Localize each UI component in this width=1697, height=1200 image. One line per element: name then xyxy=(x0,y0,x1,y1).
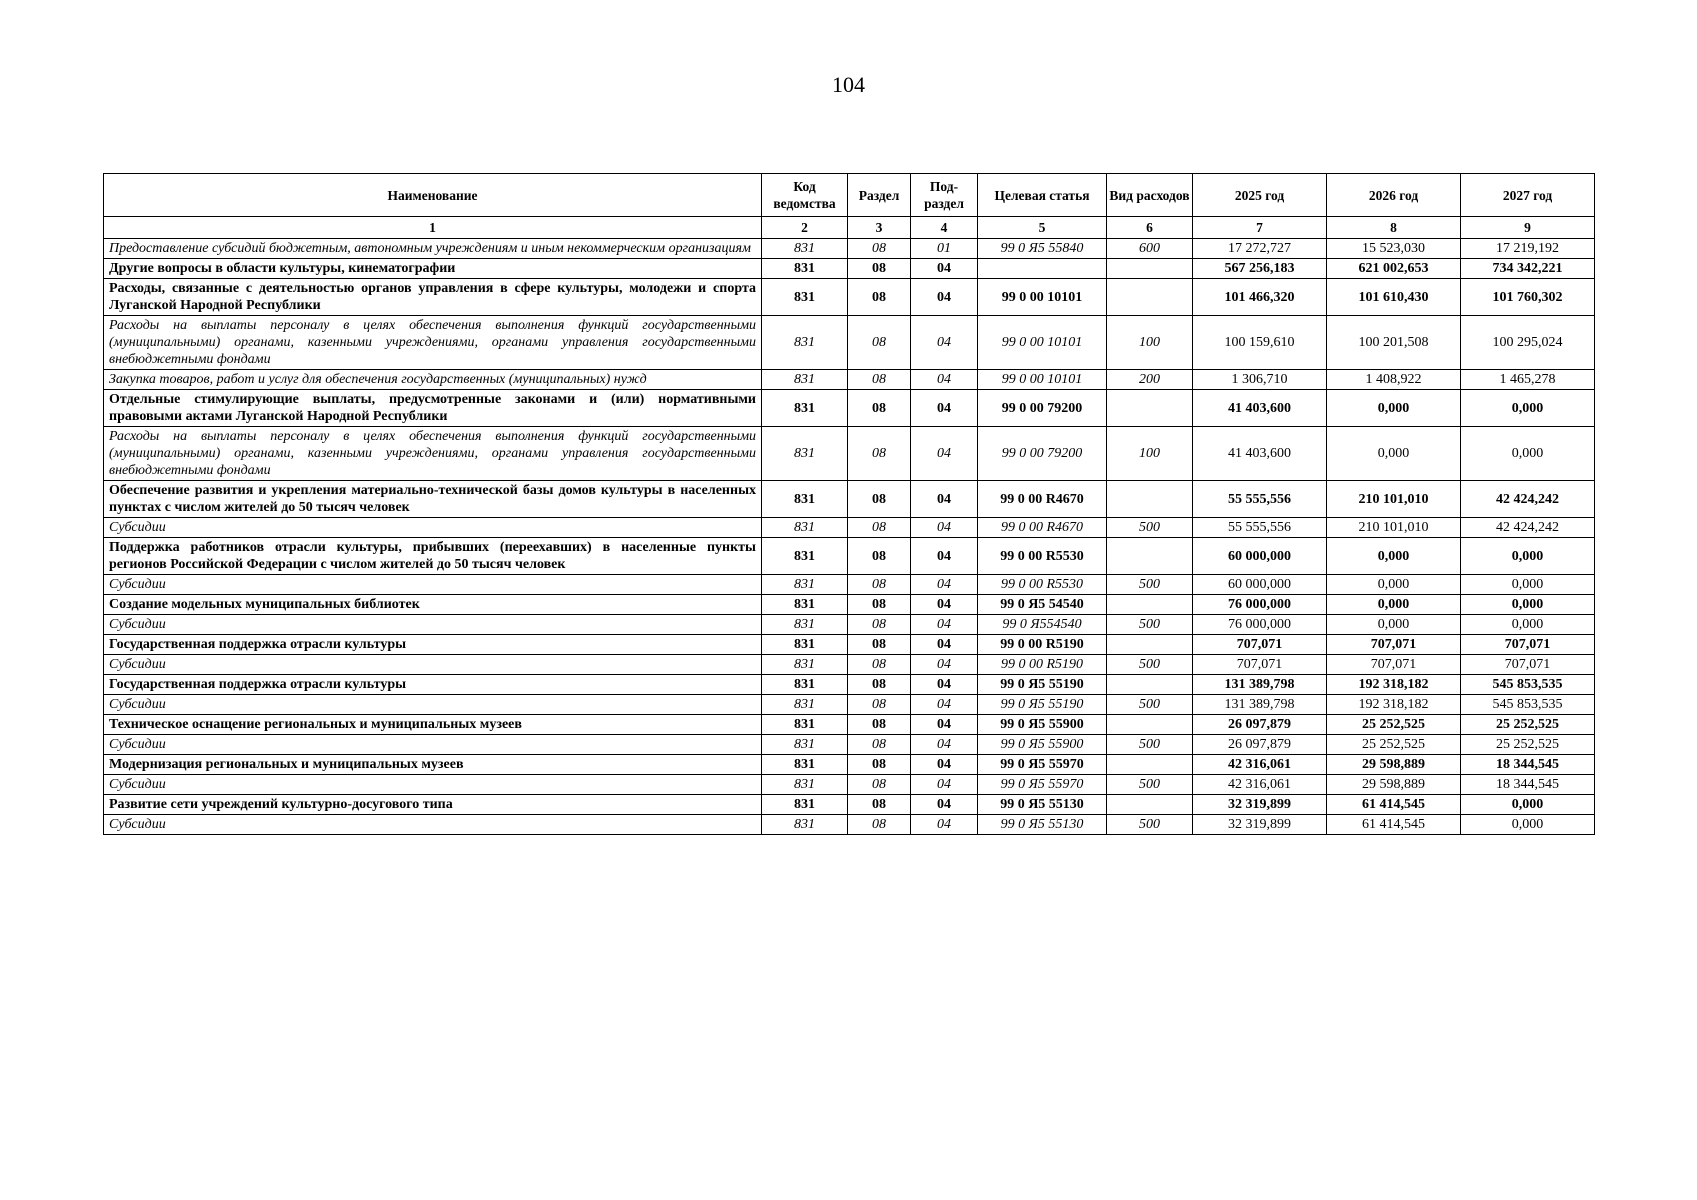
cell-podrazdel: 04 xyxy=(911,538,978,575)
cell-name: Другие вопросы в области культуры, кинематографии xyxy=(104,259,762,279)
table-row xyxy=(104,518,1595,538)
cell-name: Расходы на выплаты персоналу в целях обеспечения выполнения функций государственными (муниципальными) органами, казенными учреждениями, органами управления государственными внебюджетными фондами xyxy=(104,316,762,370)
cell-razdel: 08 xyxy=(848,518,911,538)
cell-name: Государственная поддержка отрасли культуры xyxy=(104,675,762,695)
cell-y2025: 55 555,556 xyxy=(1193,481,1327,518)
cell-statya: 99 0 00 10101 xyxy=(978,279,1107,316)
header-name: Наименование xyxy=(104,174,762,217)
cell-vid: 500 xyxy=(1107,615,1193,635)
cell-razdel: 08 xyxy=(848,695,911,715)
cell-name: Субсидии xyxy=(104,518,762,538)
cell-vid xyxy=(1107,259,1193,279)
cell-y2027: 101 760,302 xyxy=(1461,279,1595,316)
cell-statya: 99 0 00 79200 xyxy=(978,390,1107,427)
cell-vid xyxy=(1107,279,1193,316)
cell-y2025: 26 097,879 xyxy=(1193,735,1327,755)
cell-name: Субсидии xyxy=(104,655,762,675)
cell-razdel: 08 xyxy=(848,259,911,279)
cell-statya: 99 0 00 R5530 xyxy=(978,538,1107,575)
cell-ved: 831 xyxy=(762,635,848,655)
cell-razdel: 08 xyxy=(848,427,911,481)
cell-podrazdel: 04 xyxy=(911,755,978,775)
cell-y2025: 60 000,000 xyxy=(1193,538,1327,575)
cell-name: Субсидии xyxy=(104,815,762,835)
cell-y2025: 55 555,556 xyxy=(1193,518,1327,538)
cell-y2026: 61 414,545 xyxy=(1327,815,1461,835)
column-number: 5 xyxy=(978,217,1107,239)
cell-ved: 831 xyxy=(762,775,848,795)
header-statya: Целевая статья xyxy=(978,174,1107,217)
cell-razdel: 08 xyxy=(848,775,911,795)
cell-razdel: 08 xyxy=(848,481,911,518)
cell-vid: 500 xyxy=(1107,735,1193,755)
cell-y2025: 131 389,798 xyxy=(1193,675,1327,695)
table-row xyxy=(104,695,1595,715)
header-2026: 2026 год xyxy=(1327,174,1461,217)
cell-y2026: 0,000 xyxy=(1327,427,1461,481)
cell-name: Создание модельных муниципальных библиотек xyxy=(104,595,762,615)
cell-ved: 831 xyxy=(762,239,848,259)
cell-statya xyxy=(978,259,1107,279)
cell-y2027: 0,000 xyxy=(1461,795,1595,815)
cell-y2027: 1 465,278 xyxy=(1461,370,1595,390)
table-row xyxy=(104,595,1595,615)
table-row xyxy=(104,635,1595,655)
cell-y2026: 210 101,010 xyxy=(1327,481,1461,518)
cell-vid xyxy=(1107,675,1193,695)
cell-vid xyxy=(1107,595,1193,615)
cell-ved: 831 xyxy=(762,595,848,615)
column-number: 3 xyxy=(848,217,911,239)
cell-podrazdel: 04 xyxy=(911,715,978,735)
cell-y2027: 18 344,545 xyxy=(1461,775,1595,795)
cell-podrazdel: 04 xyxy=(911,735,978,755)
cell-y2026: 707,071 xyxy=(1327,635,1461,655)
header-ved: Код ведомства xyxy=(762,174,848,217)
cell-y2026: 15 523,030 xyxy=(1327,239,1461,259)
cell-statya: 99 0 Я5 55840 xyxy=(978,239,1107,259)
cell-ved: 831 xyxy=(762,695,848,715)
cell-ved: 831 xyxy=(762,615,848,635)
cell-ved: 831 xyxy=(762,259,848,279)
cell-y2026: 29 598,889 xyxy=(1327,755,1461,775)
cell-statya: 99 0 00 10101 xyxy=(978,370,1107,390)
cell-vid: 500 xyxy=(1107,695,1193,715)
cell-podrazdel: 04 xyxy=(911,635,978,655)
cell-podrazdel: 04 xyxy=(911,481,978,518)
table-row xyxy=(104,755,1595,775)
cell-vid: 500 xyxy=(1107,775,1193,795)
page-number: 104 xyxy=(832,72,865,97)
cell-y2025: 32 319,899 xyxy=(1193,815,1327,835)
cell-ved: 831 xyxy=(762,538,848,575)
cell-vid xyxy=(1107,715,1193,735)
header-2027: 2027 год xyxy=(1461,174,1595,217)
cell-vid xyxy=(1107,538,1193,575)
cell-statya: 99 0 Я554540 xyxy=(978,615,1107,635)
column-number: 7 xyxy=(1193,217,1327,239)
cell-statya: 99 0 00 R5190 xyxy=(978,655,1107,675)
cell-vid: 200 xyxy=(1107,370,1193,390)
cell-name: Субсидии xyxy=(104,575,762,595)
cell-y2026: 29 598,889 xyxy=(1327,775,1461,795)
cell-name: Предоставление субсидий бюджетным, автономным учреждениям и иным некоммерческим организациям xyxy=(104,239,762,259)
cell-y2026: 0,000 xyxy=(1327,390,1461,427)
column-number-row xyxy=(104,217,1595,239)
cell-name: Закупка товаров, работ и услуг для обеспечения государственных (муниципальных) нужд xyxy=(104,370,762,390)
cell-y2025: 100 159,610 xyxy=(1193,316,1327,370)
table-header xyxy=(104,174,1595,239)
table-row xyxy=(104,316,1595,370)
table-row xyxy=(104,390,1595,427)
cell-razdel: 08 xyxy=(848,316,911,370)
cell-razdel: 08 xyxy=(848,715,911,735)
cell-y2027: 0,000 xyxy=(1461,575,1595,595)
header-vid: Вид расходов xyxy=(1107,174,1193,217)
table-row xyxy=(104,279,1595,316)
cell-y2025: 17 272,727 xyxy=(1193,239,1327,259)
table-row xyxy=(104,481,1595,518)
header-podrazdel: Под-раздел xyxy=(911,174,978,217)
cell-y2027: 0,000 xyxy=(1461,815,1595,835)
cell-y2026: 101 610,430 xyxy=(1327,279,1461,316)
cell-podrazdel: 04 xyxy=(911,695,978,715)
cell-vid: 600 xyxy=(1107,239,1193,259)
cell-y2027: 707,071 xyxy=(1461,655,1595,675)
cell-y2025: 131 389,798 xyxy=(1193,695,1327,715)
cell-name: Обеспечение развития и укрепления материально-технической базы домов культуры в населенных пунктах с числом жителей до 50 тысяч человек xyxy=(104,481,762,518)
cell-razdel: 08 xyxy=(848,795,911,815)
cell-razdel: 08 xyxy=(848,655,911,675)
cell-y2027: 18 344,545 xyxy=(1461,755,1595,775)
cell-name: Субсидии xyxy=(104,775,762,795)
cell-y2026: 707,071 xyxy=(1327,655,1461,675)
budget-table xyxy=(103,173,1595,835)
cell-statya: 99 0 00 R4670 xyxy=(978,518,1107,538)
cell-y2027: 0,000 xyxy=(1461,595,1595,615)
cell-y2026: 0,000 xyxy=(1327,575,1461,595)
cell-ved: 831 xyxy=(762,518,848,538)
table-row xyxy=(104,239,1595,259)
cell-name: Субсидии xyxy=(104,695,762,715)
cell-y2027: 707,071 xyxy=(1461,635,1595,655)
cell-y2025: 41 403,600 xyxy=(1193,427,1327,481)
cell-y2027: 17 219,192 xyxy=(1461,239,1595,259)
cell-name: Субсидии xyxy=(104,615,762,635)
column-number: 4 xyxy=(911,217,978,239)
cell-y2027: 0,000 xyxy=(1461,538,1595,575)
cell-ved: 831 xyxy=(762,481,848,518)
cell-y2026: 25 252,525 xyxy=(1327,715,1461,735)
table-row xyxy=(104,655,1595,675)
cell-name: Отдельные стимулирующие выплаты, предусмотренные законами и (или) нормативными правовыми актами Луганской Народной Республики xyxy=(104,390,762,427)
cell-name: Модернизация региональных и муниципальных музеев xyxy=(104,755,762,775)
cell-y2025: 42 316,061 xyxy=(1193,755,1327,775)
cell-ved: 831 xyxy=(762,390,848,427)
cell-y2026: 25 252,525 xyxy=(1327,735,1461,755)
cell-statya: 99 0 Я5 55900 xyxy=(978,715,1107,735)
cell-statya: 99 0 Я5 55190 xyxy=(978,675,1107,695)
cell-name: Расходы на выплаты персоналу в целях обеспечения выполнения функций государственными (муниципальными) органами, казенными учреждениями, органами управления государственными внебюджетными фондами xyxy=(104,427,762,481)
table-row xyxy=(104,615,1595,635)
cell-podrazdel: 04 xyxy=(911,370,978,390)
cell-y2026: 61 414,545 xyxy=(1327,795,1461,815)
column-number: 8 xyxy=(1327,217,1461,239)
cell-y2025: 707,071 xyxy=(1193,635,1327,655)
cell-podrazdel: 04 xyxy=(911,316,978,370)
cell-y2026: 1 408,922 xyxy=(1327,370,1461,390)
cell-razdel: 08 xyxy=(848,675,911,695)
cell-y2026: 621 002,653 xyxy=(1327,259,1461,279)
cell-y2027: 100 295,024 xyxy=(1461,316,1595,370)
cell-y2026: 0,000 xyxy=(1327,595,1461,615)
cell-ved: 831 xyxy=(762,755,848,775)
cell-razdel: 08 xyxy=(848,595,911,615)
cell-statya: 99 0 00 R5190 xyxy=(978,635,1107,655)
cell-razdel: 08 xyxy=(848,735,911,755)
header-row xyxy=(104,174,1595,217)
column-number: 2 xyxy=(762,217,848,239)
cell-podrazdel: 01 xyxy=(911,239,978,259)
cell-y2027: 42 424,242 xyxy=(1461,518,1595,538)
cell-vid xyxy=(1107,755,1193,775)
cell-ved: 831 xyxy=(762,370,848,390)
cell-razdel: 08 xyxy=(848,390,911,427)
cell-name: Поддержка работников отрасли культуры, прибывших (переехавших) в населенные пункты регионов Российской Федерации с числом жителей до 50 тысяч человек xyxy=(104,538,762,575)
cell-name: Субсидии xyxy=(104,735,762,755)
cell-ved: 831 xyxy=(762,655,848,675)
cell-ved: 831 xyxy=(762,715,848,735)
cell-ved: 831 xyxy=(762,316,848,370)
cell-statya: 99 0 Я5 54540 xyxy=(978,595,1107,615)
cell-y2026: 192 318,182 xyxy=(1327,675,1461,695)
cell-razdel: 08 xyxy=(848,635,911,655)
cell-razdel: 08 xyxy=(848,538,911,575)
cell-y2025: 101 466,320 xyxy=(1193,279,1327,316)
cell-y2025: 42 316,061 xyxy=(1193,775,1327,795)
header-razdel: Раздел xyxy=(848,174,911,217)
table-row xyxy=(104,427,1595,481)
cell-statya: 99 0 00 79200 xyxy=(978,427,1107,481)
cell-statya: 99 0 Я5 55130 xyxy=(978,815,1107,835)
column-number: 1 xyxy=(104,217,762,239)
cell-vid: 500 xyxy=(1107,815,1193,835)
cell-name: Расходы, связанные с деятельностью органов управления в сфере культуры, молодежи и спорта Луганской Народной Республики xyxy=(104,279,762,316)
cell-y2025: 41 403,600 xyxy=(1193,390,1327,427)
cell-vid: 100 xyxy=(1107,427,1193,481)
cell-y2027: 25 252,525 xyxy=(1461,735,1595,755)
cell-podrazdel: 04 xyxy=(911,655,978,675)
cell-y2026: 0,000 xyxy=(1327,615,1461,635)
cell-podrazdel: 04 xyxy=(911,615,978,635)
table-row xyxy=(104,715,1595,735)
table-body xyxy=(104,239,1595,835)
column-number: 9 xyxy=(1461,217,1595,239)
cell-razdel: 08 xyxy=(848,815,911,835)
cell-podrazdel: 04 xyxy=(911,595,978,615)
cell-y2025: 1 306,710 xyxy=(1193,370,1327,390)
cell-ved: 831 xyxy=(762,815,848,835)
cell-y2027: 0,000 xyxy=(1461,427,1595,481)
cell-podrazdel: 04 xyxy=(911,390,978,427)
cell-vid: 100 xyxy=(1107,316,1193,370)
cell-y2025: 567 256,183 xyxy=(1193,259,1327,279)
cell-y2027: 734 342,221 xyxy=(1461,259,1595,279)
cell-podrazdel: 04 xyxy=(911,518,978,538)
cell-y2025: 32 319,899 xyxy=(1193,795,1327,815)
cell-razdel: 08 xyxy=(848,755,911,775)
header-2025: 2025 год xyxy=(1193,174,1327,217)
cell-ved: 831 xyxy=(762,675,848,695)
cell-y2027: 42 424,242 xyxy=(1461,481,1595,518)
table-row xyxy=(104,815,1595,835)
cell-statya: 99 0 00 10101 xyxy=(978,316,1107,370)
cell-y2026: 210 101,010 xyxy=(1327,518,1461,538)
cell-y2025: 26 097,879 xyxy=(1193,715,1327,735)
table-row xyxy=(104,795,1595,815)
cell-podrazdel: 04 xyxy=(911,795,978,815)
cell-y2026: 0,000 xyxy=(1327,538,1461,575)
cell-vid xyxy=(1107,795,1193,815)
cell-razdel: 08 xyxy=(848,370,911,390)
cell-ved: 831 xyxy=(762,427,848,481)
cell-y2027: 0,000 xyxy=(1461,615,1595,635)
cell-vid: 500 xyxy=(1107,655,1193,675)
cell-razdel: 08 xyxy=(848,615,911,635)
cell-podrazdel: 04 xyxy=(911,815,978,835)
cell-statya: 99 0 Я5 55900 xyxy=(978,735,1107,755)
cell-podrazdel: 04 xyxy=(911,575,978,595)
table-row xyxy=(104,735,1595,755)
cell-statya: 99 0 Я5 55970 xyxy=(978,775,1107,795)
cell-podrazdel: 04 xyxy=(911,675,978,695)
cell-y2026: 100 201,508 xyxy=(1327,316,1461,370)
cell-vid: 500 xyxy=(1107,575,1193,595)
table-row xyxy=(104,370,1595,390)
cell-statya: 99 0 00 R4670 xyxy=(978,481,1107,518)
cell-ved: 831 xyxy=(762,795,848,815)
cell-razdel: 08 xyxy=(848,279,911,316)
cell-vid: 500 xyxy=(1107,518,1193,538)
cell-statya: 99 0 Я5 55970 xyxy=(978,755,1107,775)
table-row xyxy=(104,259,1595,279)
cell-podrazdel: 04 xyxy=(911,775,978,795)
cell-podrazdel: 04 xyxy=(911,259,978,279)
cell-y2027: 0,000 xyxy=(1461,390,1595,427)
cell-name: Государственная поддержка отрасли культуры xyxy=(104,635,762,655)
column-number: 6 xyxy=(1107,217,1193,239)
cell-name: Развитие сети учреждений культурно-досугового типа xyxy=(104,795,762,815)
table-row xyxy=(104,775,1595,795)
cell-statya: 99 0 00 R5530 xyxy=(978,575,1107,595)
cell-y2027: 545 853,535 xyxy=(1461,675,1595,695)
cell-razdel: 08 xyxy=(848,575,911,595)
cell-statya: 99 0 Я5 55190 xyxy=(978,695,1107,715)
table-row xyxy=(104,538,1595,575)
cell-name: Техническое оснащение региональных и муниципальных музеев xyxy=(104,715,762,735)
cell-podrazdel: 04 xyxy=(911,279,978,316)
cell-ved: 831 xyxy=(762,575,848,595)
cell-ved: 831 xyxy=(762,279,848,316)
cell-vid xyxy=(1107,481,1193,518)
cell-y2025: 707,071 xyxy=(1193,655,1327,675)
cell-y2027: 25 252,525 xyxy=(1461,715,1595,735)
table-row xyxy=(104,675,1595,695)
cell-y2025: 76 000,000 xyxy=(1193,615,1327,635)
cell-ved: 831 xyxy=(762,735,848,755)
cell-vid xyxy=(1107,635,1193,655)
cell-y2027: 545 853,535 xyxy=(1461,695,1595,715)
cell-podrazdel: 04 xyxy=(911,427,978,481)
cell-y2026: 192 318,182 xyxy=(1327,695,1461,715)
cell-statya: 99 0 Я5 55130 xyxy=(978,795,1107,815)
cell-y2025: 60 000,000 xyxy=(1193,575,1327,595)
cell-vid xyxy=(1107,390,1193,427)
table-row xyxy=(104,575,1595,595)
cell-razdel: 08 xyxy=(848,239,911,259)
cell-y2025: 76 000,000 xyxy=(1193,595,1327,615)
